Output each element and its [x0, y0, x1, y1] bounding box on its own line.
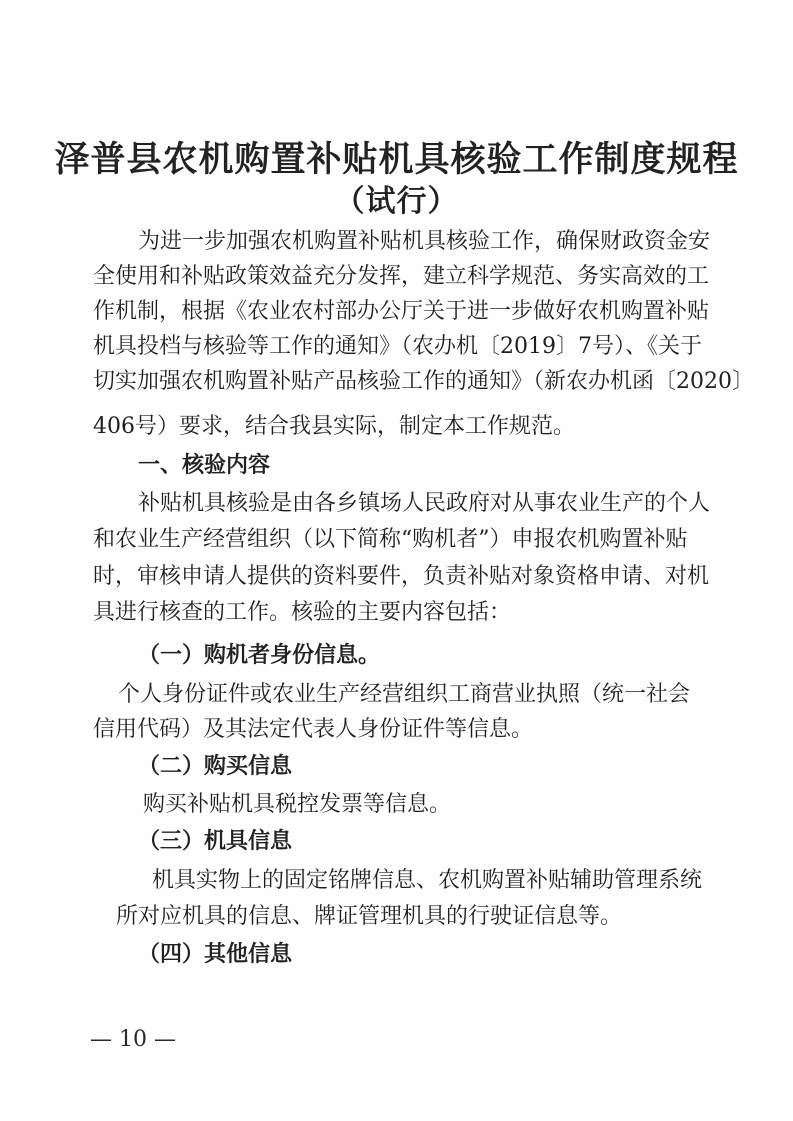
- sub3-line-2: 所对应机具的信息、牌证管理机具的行驶证信息等。: [116, 904, 623, 929]
- document-title: 泽普县农机购置补贴机具核验工作制度规程: [54, 139, 739, 180]
- subsection-heading-4: （四）其他信息: [138, 942, 293, 967]
- document-subtitle: （试行）: [334, 184, 459, 219]
- subsection-heading-1: （一）购机者身份信息。: [138, 643, 381, 668]
- section1-line-4: 具进行核查的工作。核验的主要内容包括：: [93, 600, 512, 625]
- page-number: — 10 —: [90, 1027, 176, 1052]
- section-heading-1: 一、核验内容: [138, 453, 271, 478]
- subsection-heading-3: （三）机具信息: [138, 829, 293, 854]
- intro-line-1: 为进一步加强农机购置补贴机具核验工作，确保财政资金安: [138, 229, 711, 254]
- intro-line-3: 作机制，根据《农业农村部办公厅关于进一步做好农机购置补贴: [93, 299, 710, 324]
- intro-line-2: 全使用和补贴政策效益充分发挥，建立科学规范、务实高效的工: [93, 264, 710, 289]
- section1-line-1: 补贴机具核验是由各乡镇场人民政府对从事农业生产的个人: [138, 491, 711, 516]
- sub3-line-1: 机具实物上的固定铭牌信息、农机购置补贴辅助管理系统: [152, 868, 703, 893]
- intro-line-6: 406号）要求，结合我县实际，制定本工作规范。: [93, 414, 575, 439]
- section1-line-3: 时，审核申请人提供的资料要件，负责补贴对象资格申请、对机: [93, 564, 710, 589]
- intro-line-4: 机具投档与核验等工作的通知》（农办机〔2019〕7号）、《关于: [93, 334, 702, 359]
- intro-line-5: 切实加强农机购置补贴产品核验工作的通知》（新农办机函〔2020〕: [93, 369, 754, 394]
- section1-line-2: 和农业生产经营组织（以下简称“购机者”）申报农机购置补贴: [93, 527, 688, 552]
- sub1-line-1: 个人身份证件或农业生产经营组织工商营业执照（统一社会: [118, 682, 691, 707]
- subsection-heading-2: （二）购买信息: [138, 754, 293, 779]
- sub1-line-2: 信用代码）及其法定代表人身份证件等信息。: [93, 717, 534, 742]
- sub2-line-1: 购买补贴机具税控发票等信息。: [143, 792, 452, 817]
